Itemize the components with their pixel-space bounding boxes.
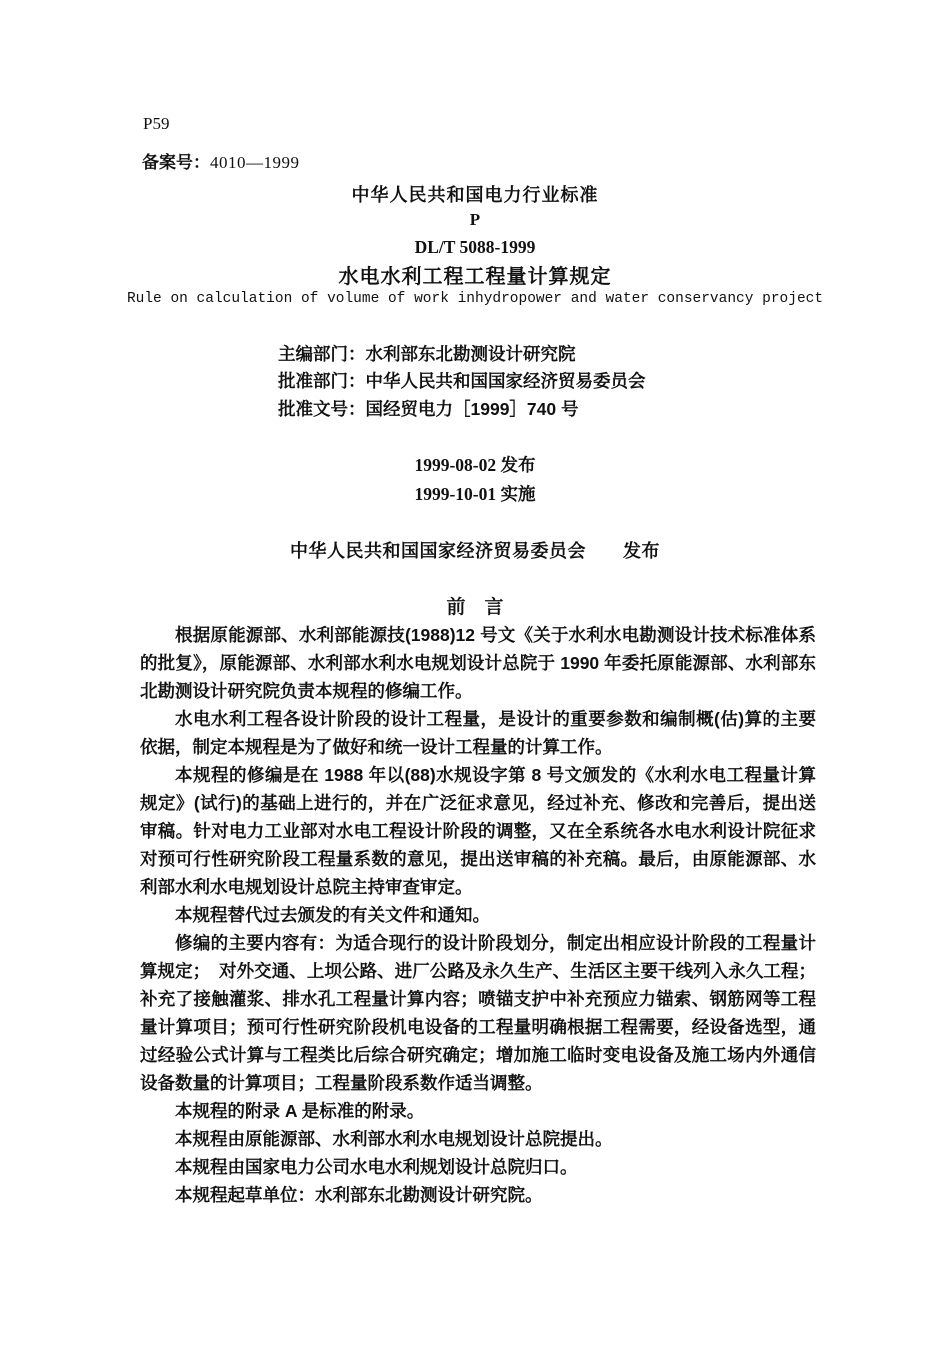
record-number-label: 备案号： <box>142 153 210 172</box>
foreword-paragraph: 本规程的附录 A 是标准的附录。 <box>175 1101 425 1121</box>
foreword-paragraph: 根据原能源部、水利部能源技(1988)12 号文《关于水利水电勘测设计技术标准体系的批复》，原能源部、水利部水利水电规划设计总院于 1990 年委托原能源部、水利部东北勘测设计研究院负责本规程的修编工作。 <box>140 625 816 701</box>
approval-dept-line: 批准部门：中华人民共和国国家经济贸易委员会 <box>278 371 646 391</box>
foreword-paragraph: 本规程替代过去颁发的有关文件和通知。 <box>175 905 490 925</box>
foreword-paragraph: 本规程由国家电力公司水电水利规划设计总院归口。 <box>175 1157 578 1177</box>
foreword-paragraph: 水电水利工程各设计阶段的设计工程量，是设计的重要参数和编制概(估)算的主要依据，制定本规程是为了做好和统一设计工程量的计算工作。 <box>140 709 816 757</box>
foreword-paragraph: 修编的主要内容有：为适合现行的设计阶段划分，制定出相应设计阶段的工程量计算规定； 对外交通、上坝公路、进厂公路及永久生产、生活区主要干线列入永久工程；补充了接触灌浆、排水孔工程量计算内容；喷锚支护中补充预应力锚索、钢筋网等工程量计算项目；预可行性研究阶段机电设备的工程量明确根据工程需要，经设备选型，通过经验公式计算与工程类比后综合研究确定；增加施工临时变电设备及施工场内外通信设备数量的计算项目；工程量阶段系数作适当调整。 <box>140 933 816 1093</box>
foreword-paragraph: 本规程起草单位：水利部东北勘测设计研究院。 <box>175 1185 543 1205</box>
classification-code: P59 <box>143 114 170 133</box>
approval-doc-number-line: 批准文号：国经贸电力［1999］740 号 <box>278 399 579 419</box>
issue-date-line: 1999-08-02 发布 <box>414 455 536 475</box>
standard-type-heading: 中华人民共和国电力行业标准 <box>351 185 599 205</box>
chief-editor-dept-line: 主编部门：水利部东北勘测设计研究院 <box>278 344 576 364</box>
category-letter: P <box>469 210 481 229</box>
foreword-body <box>140 621 816 1209</box>
standard-number: DL/T 5088-1999 <box>414 237 536 257</box>
foreword-paragraph: 本规程的修编是在 1988 年以(88)水规设字第 8 号文颁发的《水利水电工程量计算规定》(试行)的基础上进行的，并在广泛征求意见，经过补充、修改和完善后，提出送审稿。针对电力工业部对水电工程设计阶段的调整，又在全系统各水电水利设计院征求对预可行性研究阶段工程量系数的意见，提出送审稿的补充稿。最后，由原能源部、水利部水利水电规划设计总院主持审查审定。 <box>140 765 816 897</box>
issuer-line: 中华人民共和国国家经济贸易委员会 发布 <box>290 541 660 561</box>
foreword-heading: 前 言 <box>446 597 504 618</box>
document-title-zh: 水电水利工程工程量计算规定 <box>338 266 612 288</box>
info-block <box>278 341 646 423</box>
document-title-en: Rule on calculation of volume of work inhydropower and water conservancy project <box>126 291 824 307</box>
record-number-value: 4010—1999 <box>210 153 300 172</box>
record-number-line <box>142 148 300 173</box>
implement-date-line: 1999-10-01 实施 <box>414 484 536 504</box>
foreword-paragraph: 本规程由原能源部、水利部水利水电规划设计总院提出。 <box>175 1129 613 1149</box>
